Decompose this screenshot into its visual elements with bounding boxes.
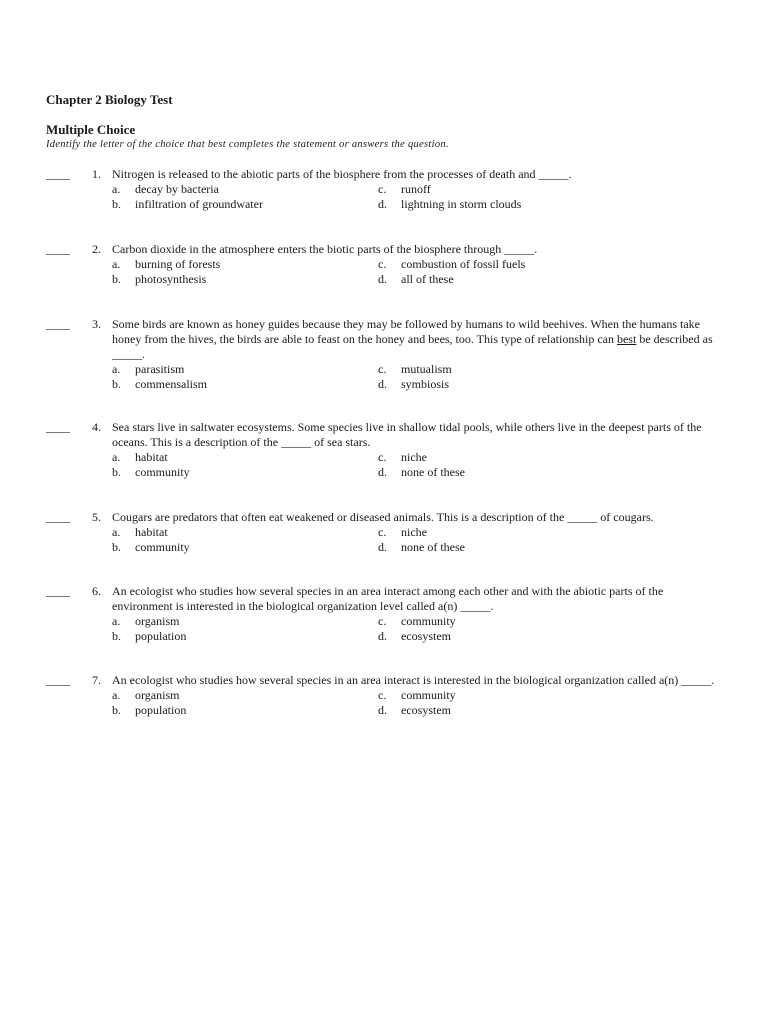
question-text: An ecologist who studies how several species in an area interact among each other and with the abiotic parts of the environment is interested in the biological organization level called a(n) _____.: [112, 584, 664, 613]
question-text: Carbon dioxide in the atmosphere enters the biotic parts of the biosphere through _____.: [112, 242, 538, 256]
question-text: Cougars are predators that often eat weakened or diseased animals. This is a description of the _____ of cougars.: [112, 510, 654, 524]
choice-a: a. parasitism: [112, 362, 185, 376]
choice-c: c. combustion of fossil fuels: [378, 257, 526, 271]
choice-a: a. organism: [112, 614, 180, 628]
question-number: 6.: [92, 584, 101, 598]
choice-a: a. decay by bacteria: [112, 182, 219, 196]
emphasized-word: best: [616, 332, 637, 346]
choice-c: c. niche: [378, 450, 427, 464]
choice-c: c. community: [378, 688, 456, 702]
question-number: 5.: [92, 510, 101, 524]
choice-d: d. none of these: [378, 540, 465, 554]
answer-choices: [112, 450, 716, 480]
choice-c: c. runoff: [378, 182, 431, 196]
choice-b: b. community: [112, 540, 190, 554]
question-3: [46, 317, 716, 392]
answer-choices: [112, 182, 716, 212]
question-text: An ecologist who studies how several species in an area interact is interested in the biological organization called a(n) _____.: [112, 673, 715, 687]
answer-blank[interactable]: ____: [46, 242, 70, 256]
choice-b: b. community: [112, 465, 190, 479]
question-5: [46, 510, 716, 555]
choice-b: b. infiltration of groundwater: [112, 197, 263, 211]
question-number: 3.: [92, 317, 101, 331]
section-instructions: Identify the letter of the choice that best completes the statement or answers the question.: [46, 139, 449, 150]
answer-blank[interactable]: ____: [46, 420, 70, 434]
choice-d: d. all of these: [378, 272, 454, 286]
question-number: 2.: [92, 242, 101, 256]
choice-c: c. mutualism: [378, 362, 452, 376]
choice-d: d. lightning in storm clouds: [378, 197, 522, 211]
answer-choices: [112, 688, 716, 718]
answer-choices: [112, 257, 716, 287]
question-text: Nitrogen is released to the abiotic parts of the biosphere from the processes of death and _____.: [112, 167, 572, 181]
choice-c: c. community: [378, 614, 456, 628]
question-number: 4.: [92, 420, 101, 434]
question-number: 7.: [92, 673, 101, 687]
question-number: 1.: [92, 167, 101, 181]
question-text: Sea stars live in saltwater ecosystems. Some species live in shallow tidal pools, while others live in the deepest parts of the oceans. This is a description of the _____ of sea stars.: [112, 420, 702, 449]
question-6: [46, 584, 716, 644]
choice-c: c. niche: [378, 525, 427, 539]
answer-blank[interactable]: ____: [46, 673, 70, 687]
answer-blank[interactable]: ____: [46, 510, 70, 524]
choice-d: d. symbiosis: [378, 377, 450, 391]
choice-a: a. habitat: [112, 450, 168, 464]
question-2: [46, 242, 716, 287]
answer-choices: [112, 362, 716, 392]
question-4: [46, 420, 716, 480]
answer-choices: [112, 614, 716, 644]
choice-a: a. organism: [112, 688, 180, 702]
question-7: [46, 673, 716, 718]
choice-b: b. commensalism: [112, 377, 207, 391]
answer-blank[interactable]: ____: [46, 317, 70, 331]
answer-choices: [112, 525, 716, 555]
section-heading: Multiple Choice: [46, 122, 136, 137]
answer-blank[interactable]: ____: [46, 584, 70, 598]
choice-b: b. population: [112, 629, 187, 643]
choice-d: d. ecosystem: [378, 703, 451, 717]
question-1: [46, 167, 716, 212]
choice-a: a. habitat: [112, 525, 168, 539]
choice-d: d. ecosystem: [378, 629, 451, 643]
answer-blank[interactable]: ____: [46, 167, 70, 181]
test-title: Chapter 2 Biology Test: [46, 92, 173, 107]
question-text: Some birds are known as honey guides because they may be followed by humans to wild beehives. When the humans take honey from the hives, the birds are able to feast on the honey and bees, too. This type of relationship can best be described as _____.: [112, 317, 713, 361]
choice-a: a. burning of forests: [112, 257, 221, 271]
choice-d: d. none of these: [378, 465, 465, 479]
choice-b: b. photosynthesis: [112, 272, 207, 286]
choice-b: b. population: [112, 703, 187, 717]
